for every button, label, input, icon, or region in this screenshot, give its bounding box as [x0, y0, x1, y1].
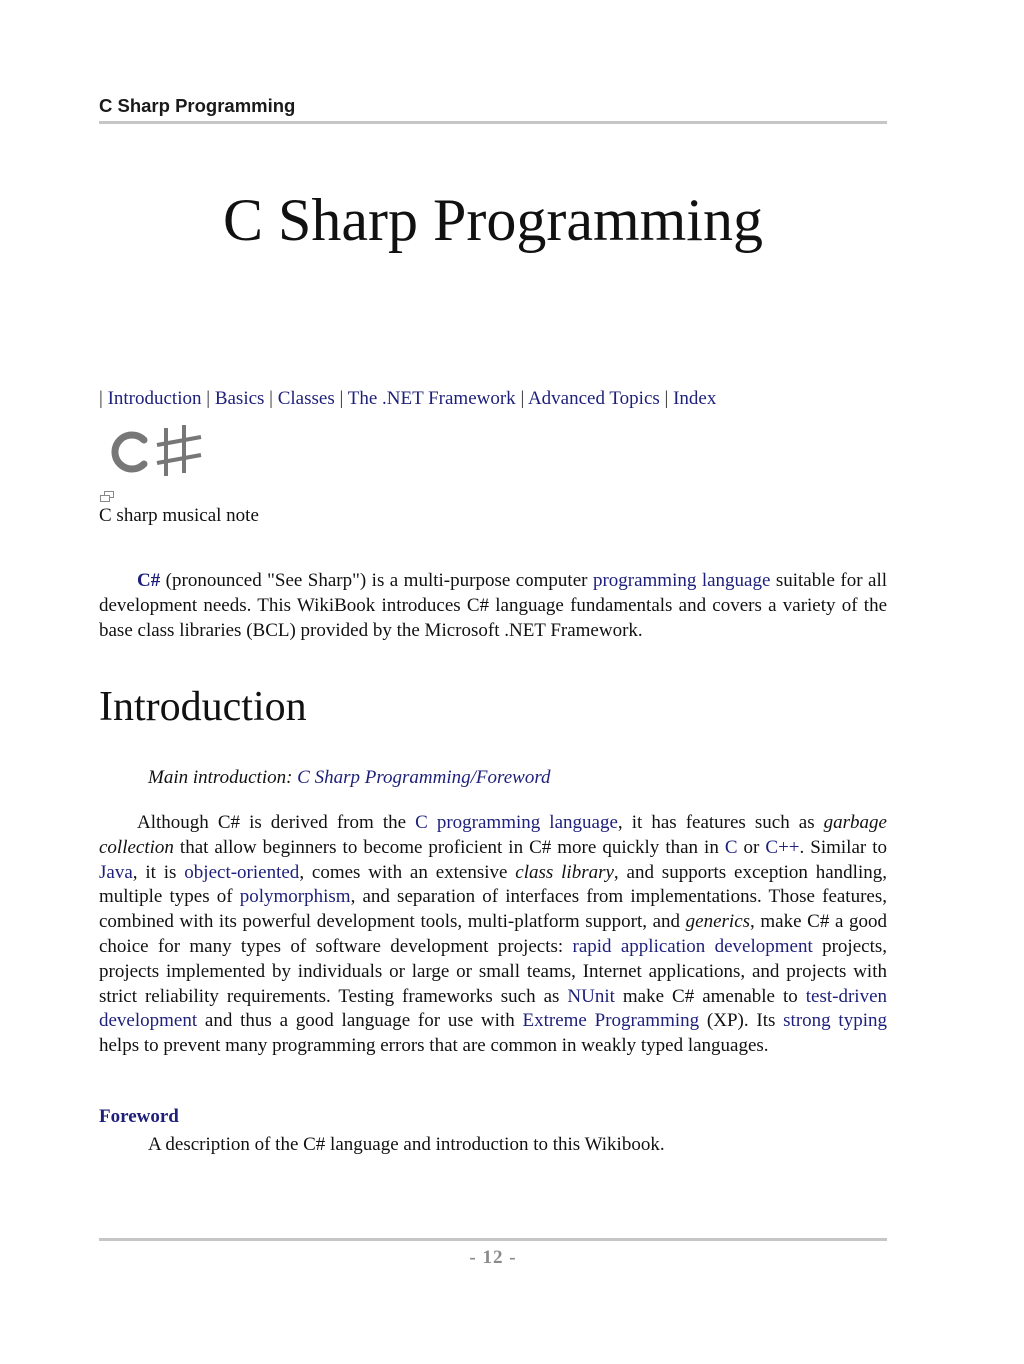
- document-page: [99, 0, 887, 1364]
- body-text: helps to prevent many programming errors that are common in weakly typed languages.: [99, 1035, 769, 1057]
- body-text: , it has features such as: [617, 812, 824, 833]
- body-text: , it is: [132, 861, 185, 883]
- csharp-note-icon: [98, 420, 208, 480]
- extreme-programming-link[interactable]: Extreme Programming: [522, 1010, 700, 1032]
- foreword-term-link[interactable]: Foreword: [99, 1106, 179, 1127]
- body-text: that allow beginners to become proficient in C# more quickly than in: [173, 836, 725, 858]
- emphasis-garbage-collection: garbage collection: [99, 812, 887, 858]
- nunit-link[interactable]: NUnit: [567, 985, 615, 1007]
- main-intro-label: Main introduction:: [148, 767, 298, 788]
- c-programming-language-link[interactable]: C programming language: [415, 812, 618, 833]
- body-text: . Similar to: [799, 836, 887, 858]
- nav-separator: |: [269, 388, 273, 409]
- nav-link-index[interactable]: Index: [673, 388, 717, 409]
- intro-text: (pronounced "See Sharp") is a multi-purpose computer: [160, 570, 593, 591]
- section-heading-introduction: Introduction: [99, 684, 307, 730]
- intro-text: suitable for all development needs. This WikiBook introduces C# language fundamentals and covers a variety of the base class libraries (BCL) provided by the Microsoft .NET Framework.: [99, 570, 888, 641]
- polymorphism-link[interactable]: polymorphism: [239, 886, 351, 908]
- strong-typing-link[interactable]: strong typing: [783, 1010, 887, 1032]
- nav-separator: |: [664, 388, 669, 409]
- nav-link-basics[interactable]: Basics: [214, 388, 265, 409]
- intro-paragraph: [99, 569, 887, 643]
- body-text: make C# amenable to: [614, 985, 806, 1007]
- body-text: projects, projects implemented by individuals or large or small teams, Internet applications, and projects with strict reliability requirements. Testing frameworks such as: [99, 935, 887, 1007]
- nav-link-net-framework[interactable]: The .NET Framework: [347, 388, 516, 409]
- nav-separator: |: [99, 388, 103, 409]
- c-link[interactable]: C: [724, 836, 738, 858]
- object-oriented-link[interactable]: object-oriented: [184, 861, 300, 883]
- footer-rule: [99, 1238, 887, 1241]
- body-text: and thus a good language for use with: [197, 1010, 523, 1032]
- page-number: - 12 -: [469, 1247, 517, 1268]
- programming-language-link[interactable]: programming language: [592, 570, 771, 591]
- nav-separator: |: [520, 388, 525, 409]
- nav-link-introduction[interactable]: Introduction: [107, 388, 202, 409]
- nav-separator: |: [339, 388, 344, 409]
- foreword-link[interactable]: C Sharp Programming/Foreword: [297, 767, 551, 788]
- test-driven-development-link[interactable]: test-driven development: [99, 985, 888, 1032]
- body-text: , and separation of interfaces from implementations. Those features, combined with its powerful development tools, multi-platform support, and: [99, 886, 887, 933]
- header-rule: [99, 121, 887, 124]
- java-link[interactable]: Java: [99, 861, 133, 883]
- body-text: , and supports exception handling, multiple types of: [99, 861, 887, 908]
- emphasis-generics: generics: [685, 911, 751, 933]
- body-text: (XP). Its: [699, 1010, 784, 1032]
- rapid-application-development-link[interactable]: rapid application development: [572, 935, 813, 957]
- body-text: or: [737, 836, 766, 858]
- emphasis-class-library: class library: [515, 861, 614, 883]
- nav-link-advanced-topics[interactable]: Advanced Topics: [527, 388, 660, 409]
- body-text: , make C# a good choice for many types of software development projects:: [99, 911, 887, 957]
- running-header: C Sharp Programming: [99, 95, 296, 116]
- main-introduction-note: [148, 765, 551, 791]
- csharp-link[interactable]: C#: [137, 570, 161, 591]
- book-title: C Sharp Programming: [223, 187, 763, 253]
- csharp-logo-image[interactable]: [98, 420, 208, 485]
- chapter-navbar: [99, 386, 716, 412]
- nav-link-classes[interactable]: Classes: [277, 388, 335, 409]
- body-text: Although C# is derived from the: [137, 812, 416, 833]
- nav-separator: |: [206, 388, 211, 409]
- foreword-description: A description of the C# language and introduction to this Wikibook.: [148, 1134, 665, 1155]
- introduction-body-paragraph: [99, 811, 887, 1059]
- figure-caption: C sharp musical note: [99, 505, 259, 526]
- body-text: , comes with an extensive: [299, 861, 516, 883]
- cpp-link[interactable]: C++: [765, 836, 800, 858]
